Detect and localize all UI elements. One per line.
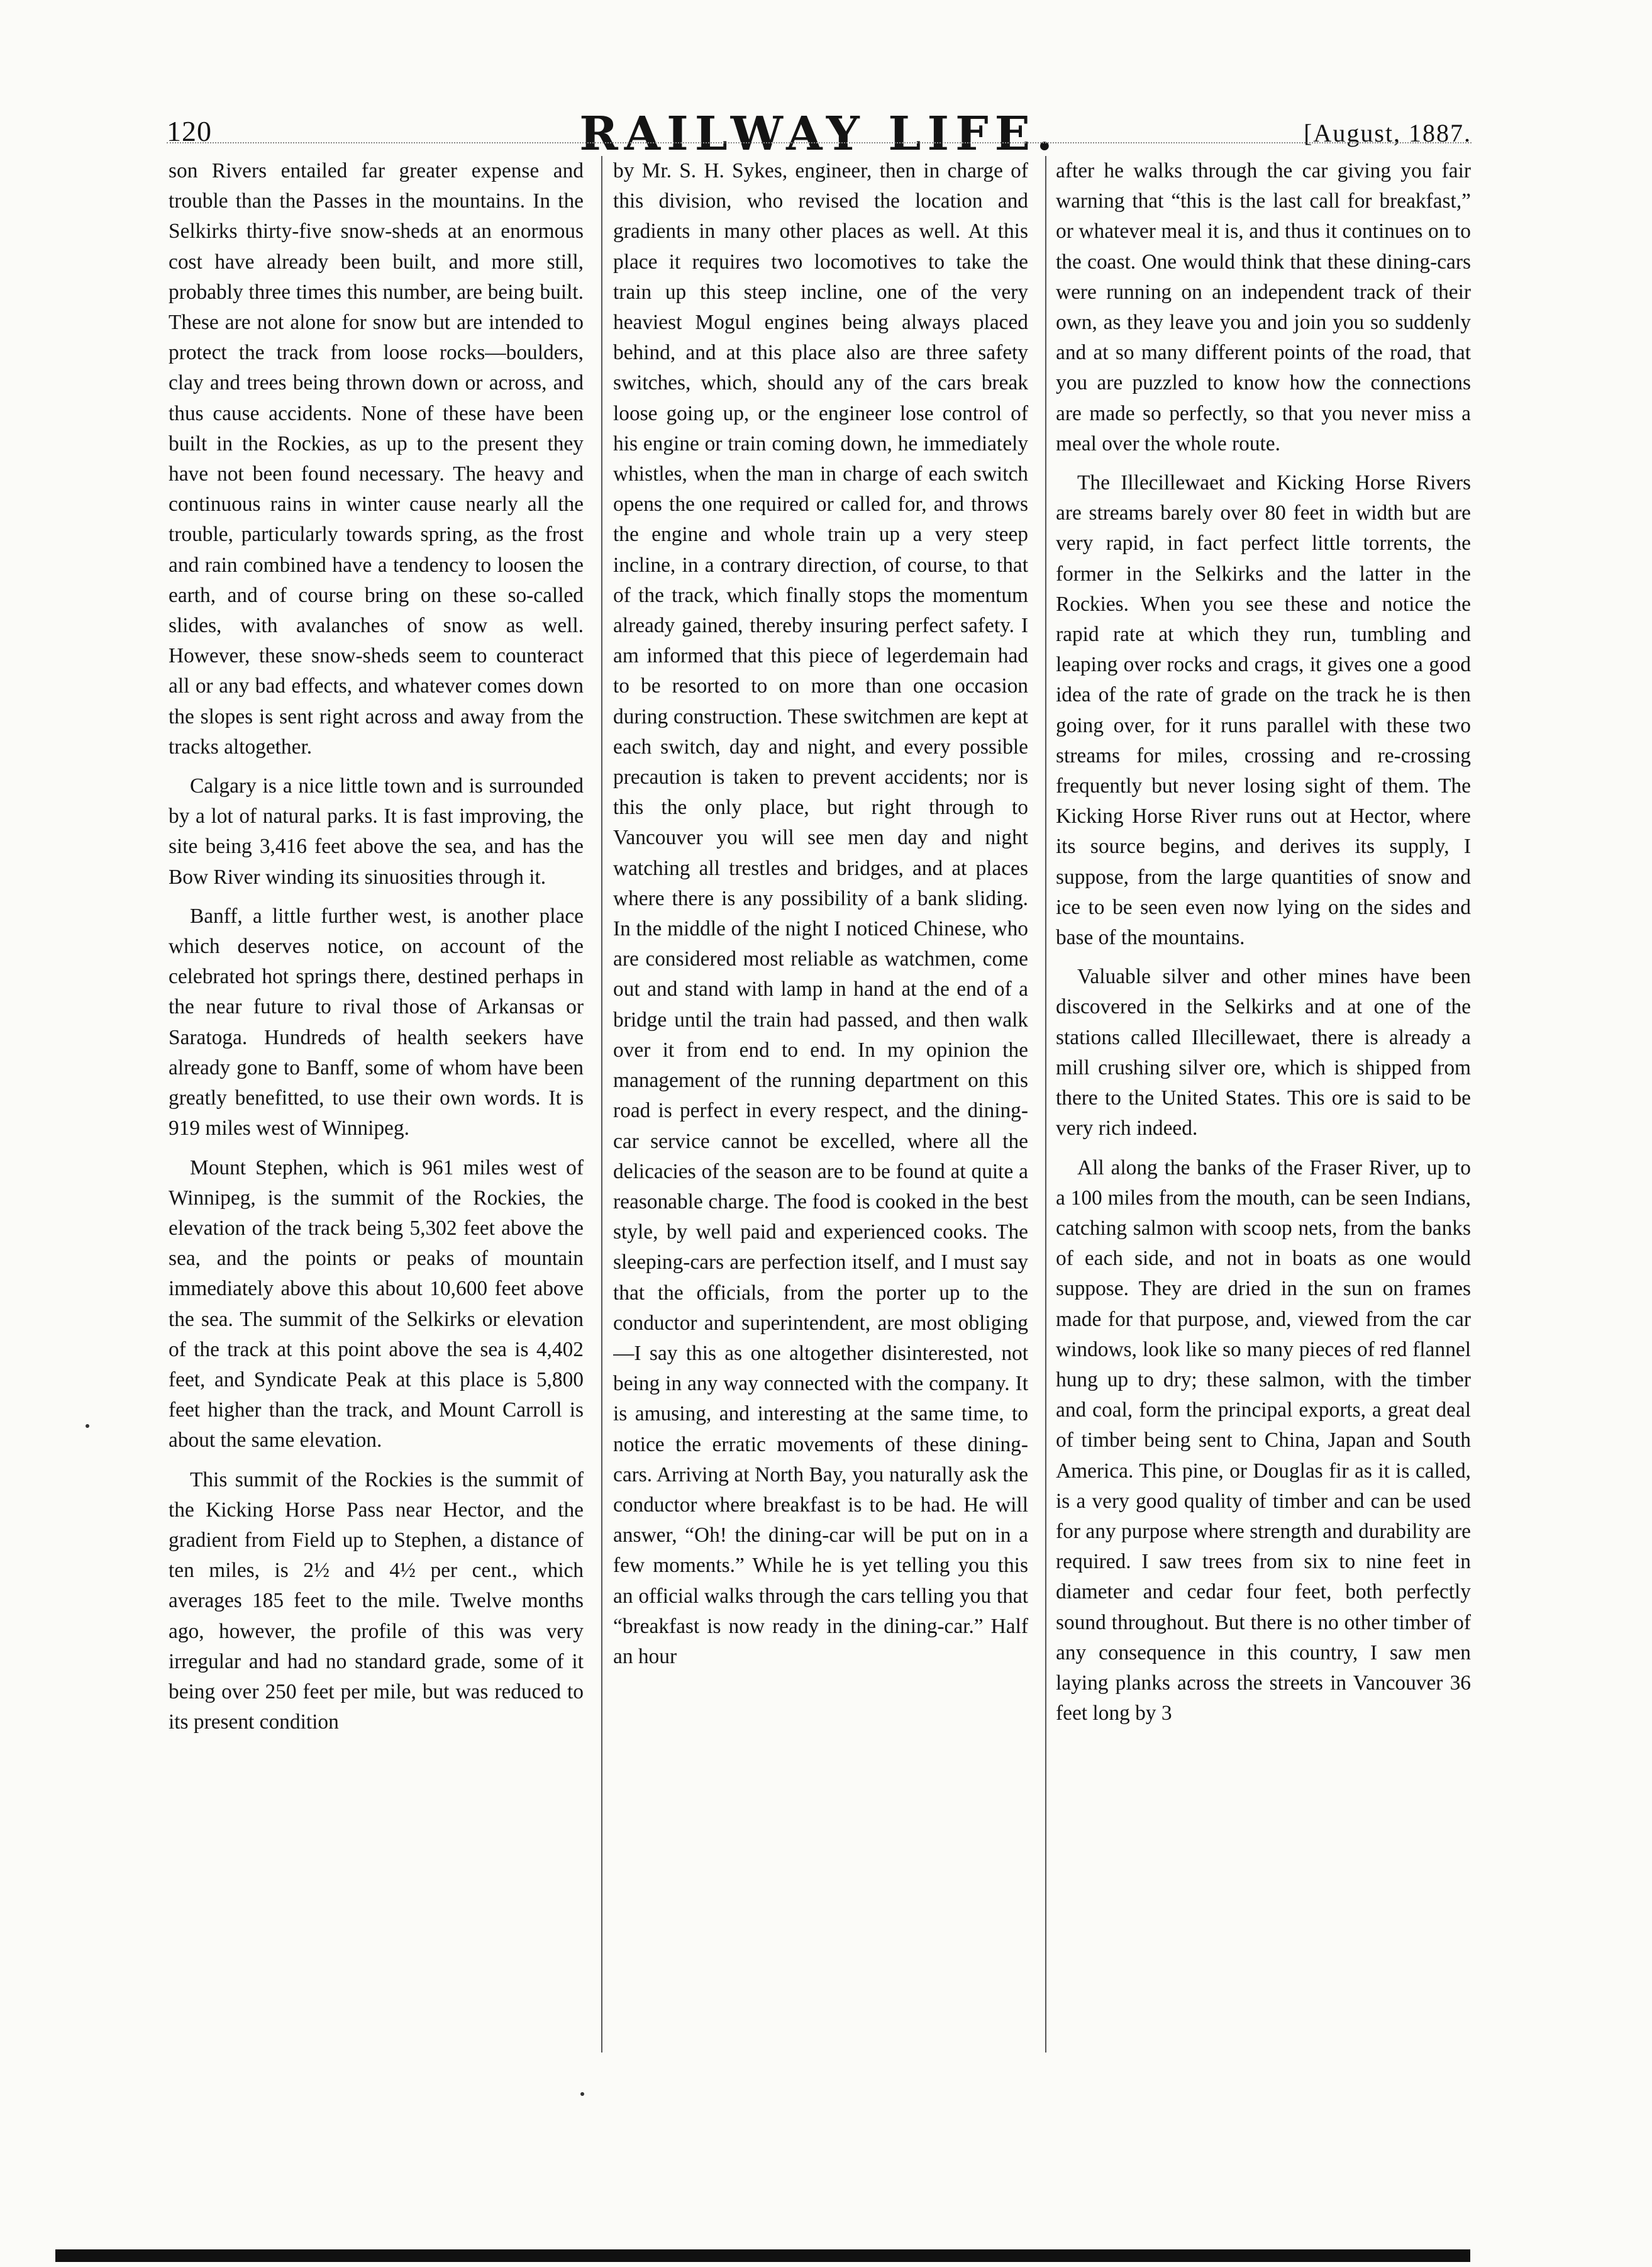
page-number: 120 xyxy=(167,115,212,147)
article-paragraph: by Mr. S. H. Sykes, engineer, then in charge of this division, who revised the location and gradients in many other places as well. At this place it requires two locomotives to take the train up this steep incline, one of the very heaviest Mogul engines being always placed behind, and at this place also are three safety switches, which, should any of the cars break loose going up, or the engineer lose control of his engine or train coming down, he immediately whistles, when the man in charge of each switch opens the one required or called for, and throws the engine and whole train up a very steep incline, in a contrary direction, of course, to that of the track, which finally stops the momentum already gained, thereby insuring perfect safety. I am informed that this piece of legerdemain had to be resorted to on more than one occasion during construction. These switchmen are kept at each switch, day and night, and every possible precaution is taken to prevent accidents; nor is this the only place, but right through to Vancouver you will see men day and night watching all trestles and bridges, and at places where there is any possibility of a bank sliding. In the middle of the night I noticed Chinese, who are considered most reliable as watchmen, come out and stand with lamp in hand at the end of a bridge until the train had passed, and then walk over it from end to end. In my opinion the management of the running department on this road is perfect in every respect, and the dining-car service cannot be excelled, where all the delicacies of the season are to be found at quite a reasonable charge. The food is cooked in the best style, by well paid and experienced cooks. The sleeping-cars are perfection itself, and I must say that the officials, from the porter up to the conductor and superintendent, are most obliging—I say this as one altogether disinterested, not being in any way connected with the company. It is amusing, and interesting at the same time, to notice the erratic movements of these dining-cars. Arriving at North Bay, you naturally ask the conductor where breakfast is to be had. He will answer, “Oh! the dining-car will be put on in a few moments.” While he is yet telling you this an official walks through the cars telling you that “breakfast is now ready in the dining-car.” Half an hour xyxy=(613,159,1028,1668)
journal-title: RAILWAY LIFE. xyxy=(579,107,1059,161)
text-column-3 xyxy=(1056,156,1471,2037)
column-rule xyxy=(601,156,602,2053)
article-paragraph: Valuable silver and other mines have been discovered in the Selkirks and at one of the stations called Illecillewaet, there is already a mill crushing silver ore, which is shipped from there to the United States. This ore is said to be very rich indeed. xyxy=(1056,965,1471,1140)
article-paragraph: The Illecillewaet and Kicking Horse Rivers are streams barely over 80 feet in width but are very rapid, in fact perfect little torrents, the former in the Selkirks and the latter in the Rockies. When you see these and notice the rapid rate at which they run, tumbling and leaping over rocks and crags, it gives one a good idea of the rate of grade on the track he is then going over, for it runs parallel with these two streams for miles, crossing and re-crossing frequently but never losing sight of them. The Kicking Horse River runs out at Hector, where its source begins, and derives its supply, I suppose, from the large quantities of snow and ice to be seen even now lying on the sides and base of the mountains. xyxy=(1056,471,1471,950)
article-paragraph: son Rivers entailed far greater expense and trouble than the Passes in the mountains. In the Selkirks thirty-five snow-sheds at an enormous cost have already been built, and more still, probably three times this number, are being built. These are not alone for snow but are intended to protect the track from loose rocks—boulders, clay and trees being thrown down or across, and thus cause accidents. None of these have been built in the Rockies, as up to the present they have not been found necessary. The heavy and continuous rains in winter cause nearly all the trouble, particularly towards spring, as the frost and rain combined have a tendency to loosen the earth, and of course bring on these so-called slides, with avalanches of snow as well. However, these snow-sheds seem to counteract all or any bad effects, and whatever comes down the slopes is sent right across and away from the tracks altogether. xyxy=(169,159,584,759)
scan-edge-bar xyxy=(55,2249,1470,2262)
print-speck xyxy=(86,1424,89,1428)
text-column-2 xyxy=(613,156,1028,2037)
header-rule xyxy=(167,142,1472,143)
article-paragraph: Mount Stephen, which is 961 miles west of Winnipeg, is the summit of the Rockies, the elevation of the track being 5,302 feet above the sea, and the points or peaks of mountain immediately above this about 10,600 feet above the sea. The summit of the Selkirks or elevation of the track at this point above the sea is 4,402 feet, and Syndicate Peak at this place is 5,800 feet higher than the track, and Mount Carroll is about the same elevation. xyxy=(169,1156,584,1452)
article-paragraph: This summit of the Rockies is the summit of the Kicking Horse Pass near Hector, and the gradient from Field up to Stephen, a distance of ten miles, is 2½ and 4½ per cent., which averages 185 feet to the mile. Twelve months ago, however, the profile of this was very irregular and had no standard grade, some of it being over 250 feet per mile, but was reduced to its present condition xyxy=(169,1468,584,1734)
article-paragraph: after he walks through the car giving you fair warning that “this is the last call for breakfast,” or whatever meal it is, and thus it continues on to the coast. One would think that these dining-cars were running on an independent track of their own, as they leave you and join you so suddenly and at so many different points of the road, that you are puzzled to know how the connections are made so perfectly, so that you never miss a meal over the whole route. xyxy=(1056,159,1471,455)
print-speck xyxy=(580,2092,584,2096)
article-paragraph: All along the banks of the Fraser River, up to a 100 miles from the mouth, can be seen Indians, catching salmon with scoop nets, from the banks of each side, and not in boats as one would suppose. They are dried in the sun on frames made for that purpose, and, viewed from the car windows, look like so many pieces of red flannel hung up to dry; these salmon, with the timber and coal, form the principal exports, a great deal of timber being sent to China, Japan and South America. This pine, or Douglas fir as it is called, is a very good quality of timber and can be used for any purpose where strength and durability are required. I saw trees from six to nine feet in diameter and cedar four feet, both perfectly sound throughout. But there is no other timber of any consequence in this country, I saw men laying planks across the streets in Vancouver 36 feet long by 3 xyxy=(1056,1156,1471,1725)
article-paragraph: Calgary is a nice little town and is surrounded by a lot of natural parks. It is fast improving, the site being 3,416 feet above the sea, and has the Bow River winding its sinuosities through it. xyxy=(169,774,584,889)
issue-date: [August, 1887. xyxy=(1304,119,1472,147)
text-column-1 xyxy=(169,156,584,2037)
article-paragraph: Banff, a little further west, is another place which deserves notice, on account of the celebrated hot springs there, destined perhaps in the near future to rival those of Arkansas or Saratoga. Hundreds of health seekers have already gone to Banff, some of whom have been greatly benefitted, to use their own words. It is 919 miles west of Winnipeg. xyxy=(169,904,584,1140)
page-header xyxy=(167,107,1472,164)
column-rule xyxy=(1045,156,1046,2053)
